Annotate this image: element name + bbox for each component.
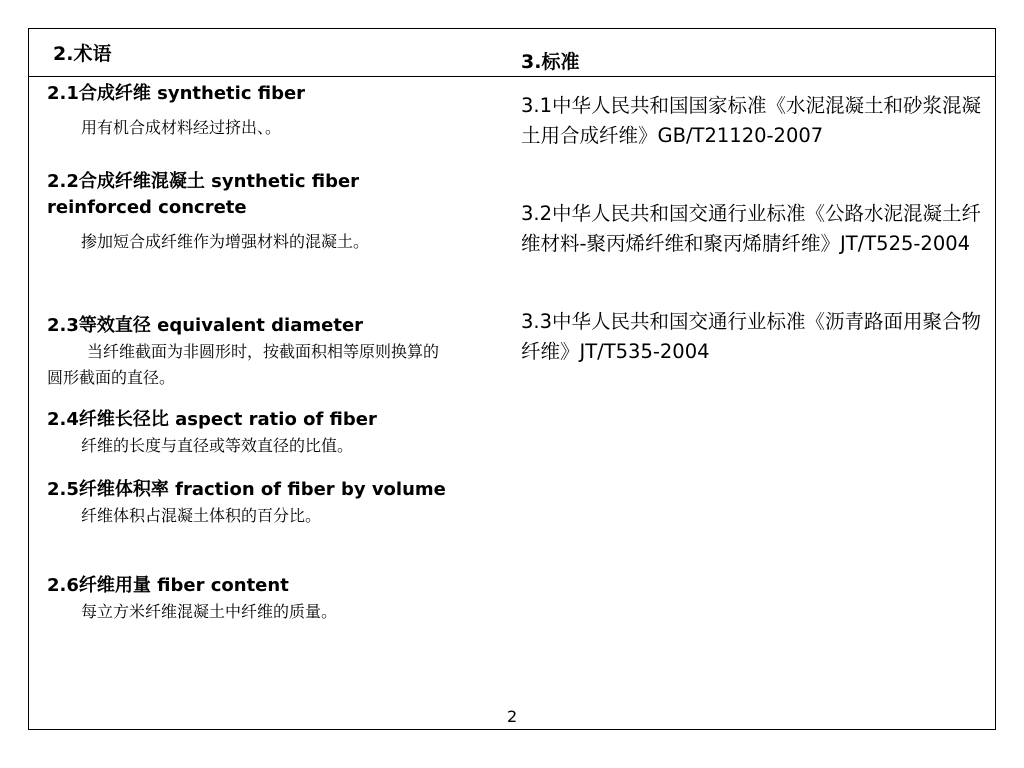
terms-heading: 2.术语 xyxy=(53,43,112,65)
term-definition: 掺加短合成纤维作为增强材料的混凝土。 xyxy=(81,232,370,251)
standard-item: 3.1中华人民共和国国家标准《水泥混凝土和砂浆混凝土用合成纤维》GB/T21120-2007 xyxy=(521,94,982,147)
term-definition: 纤维体积占混凝土体积的百分比。 xyxy=(81,506,322,525)
term-item xyxy=(47,81,447,141)
standard-item: 3.3中华人民共和国交通行业标准《沥青路面用聚合物纤维》JT/T535-2004 xyxy=(521,310,982,363)
header-divider xyxy=(29,76,995,77)
term-item xyxy=(47,477,447,529)
standard-item: 3.2中华人民共和国交通行业标准《公路水泥混凝土纤维材料-聚丙烯纤维和聚丙烯腈纤维》JT/T525-2004 xyxy=(521,202,982,255)
page-number: 2 xyxy=(507,707,518,726)
standards-heading: 3.标准 xyxy=(521,51,580,73)
term-title: 2.5纤维体积率 fraction of fiber by volume xyxy=(47,479,446,500)
term-item xyxy=(47,313,447,391)
term-definition: 当纤维截面为非圆形时，按截面积相等原则换算的圆形截面的直径。 xyxy=(47,342,440,387)
term-title: 2.3等效直径 equivalent diameter xyxy=(47,315,364,336)
term-title: 2.2合成纤维混凝土 synthetic fiber reinforced concrete xyxy=(47,171,360,218)
term-title: 2.1合成纤维 synthetic fiber xyxy=(47,83,306,104)
term-definition: 每立方米纤维混凝土中纤维的质量。 xyxy=(81,602,338,621)
term-definition: 纤维的长度与直径或等效直径的比值。 xyxy=(81,436,354,455)
term-title: 2.6纤维用量 fiber content xyxy=(47,575,289,596)
term-item xyxy=(47,407,447,459)
table-frame xyxy=(28,28,996,730)
term-item xyxy=(47,169,447,255)
term-definition: 用有机合成材料经过挤出、。 xyxy=(81,118,282,137)
term-item xyxy=(47,573,447,625)
term-title: 2.4纤维长径比 aspect ratio of fiber xyxy=(47,409,377,430)
